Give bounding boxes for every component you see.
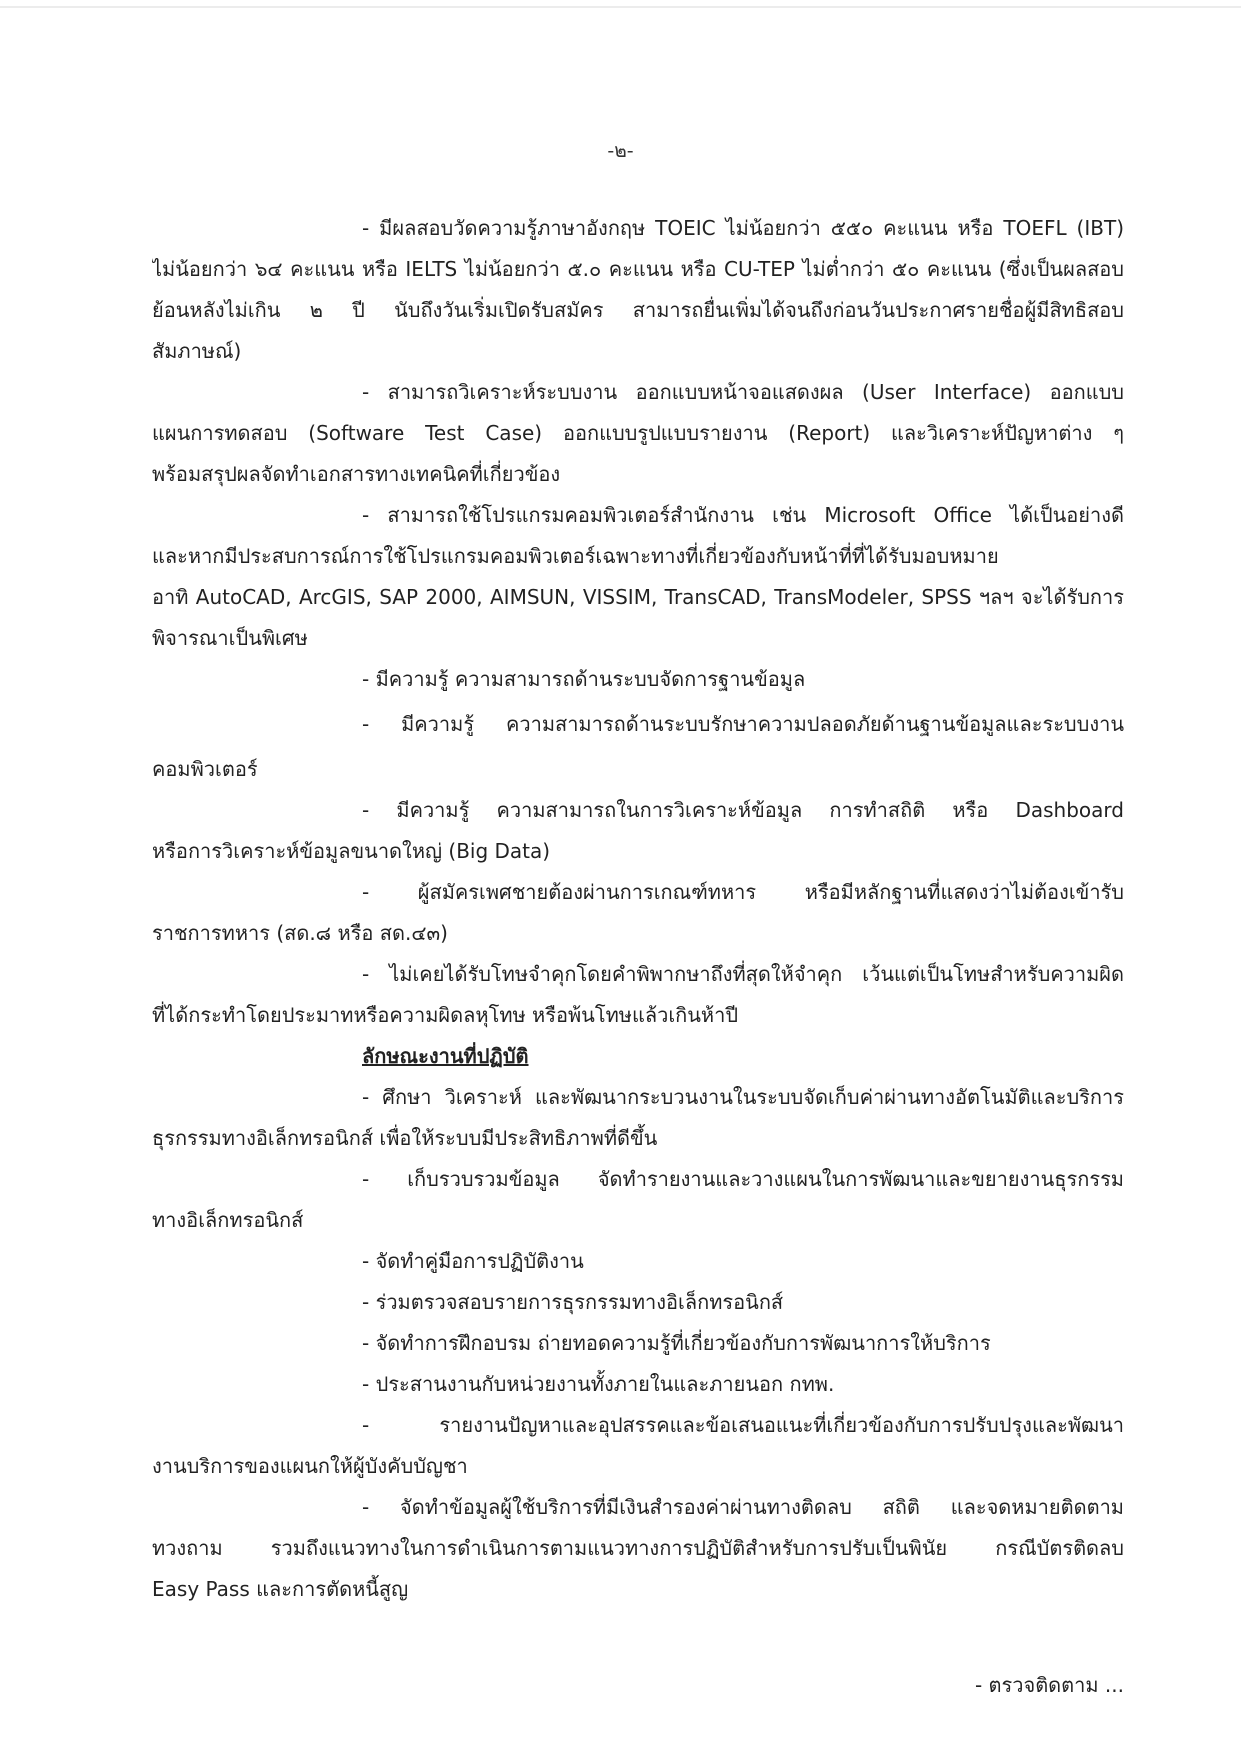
text-line: Easy Pass และการตัดหนี้สูญ [152, 1577, 409, 1601]
text-line: - มีผลสอบวัดความรู้ภาษาอังกฤษ TOEIC ไม่น้อยกว่า ๕๕๐ คะแนน หรือ TOEFL (IBT) [362, 216, 1124, 240]
text-line: อาทิ AutoCAD, ArcGIS, SAP 2000, AIMSUN, VISSIM, TransCAD, TransModeler, SPSS ฯลฯ จะได้รับการ [152, 585, 1124, 609]
text-line: พิจารณาเป็นพิเศษ [152, 626, 308, 650]
text-line: - สามารถวิเคราะห์ระบบงาน ออกแบบหน้าจอแสดงผล (User Interface) ออกแบบ [362, 380, 1124, 404]
scan-edge-divider [0, 6, 1241, 8]
text-line: - จัดทำข้อมูลผู้ใช้บริการที่มีเงินสำรองค่าผ่านทางติดลบ สถิติ และจดหมายติดตาม [362, 1495, 1124, 1519]
text-line: ราชการทหาร (สด.๘ หรือ สด.๔๓) [152, 921, 448, 945]
text-line: และหากมีประสบการณ์การใช้โปรแกรมคอมพิวเตอร์เฉพาะทางที่เกี่ยวข้องกับหน้าที่ที่ได้รับมอบหมาย [152, 544, 999, 568]
text-line: - ไม่เคยได้รับโทษจำคุกโดยคำพิพากษาถึงที่สุดให้จำคุก เว้นแต่เป็นโทษสำหรับความผิด [362, 962, 1124, 986]
text-line: หรือการวิเคราะห์ข้อมูลขนาดใหญ่ (Big Data) [152, 839, 551, 863]
text-line: ที่ได้กระทำโดยประมาทหรือความผิดลหุโทษ หรือพ้นโทษแล้วเกินห้าปี [152, 1003, 739, 1027]
text-line: - สามารถใช้โปรแกรมคอมพิวเตอร์สำนักงาน เช่น Microsoft Office ได้เป็นอย่างดี [362, 503, 1124, 527]
section-heading [152, 1036, 1124, 1077]
text-line: - ผู้สมัครเพศชายต้องผ่านการเกณฑ์ทหาร หรือมีหลักฐานที่แสดงว่าไม่ต้องเข้ารับ [362, 880, 1124, 904]
text-line: - มีความรู้ ความสามารถด้านระบบรักษาความปลอดภัยด้านฐานข้อมูลและระบบงาน [362, 712, 1124, 736]
text-line: - ศึกษา วิเคราะห์ และพัฒนากระบวนงานในระบบจัดเก็บค่าผ่านทางอัตโนมัติและบริการ [362, 1085, 1124, 1109]
text-line: - จัดทำการฝึกอบรม ถ่ายทอดความรู้ที่เกี่ยวข้องกับการพัฒนาการให้บริการ [362, 1331, 991, 1355]
text-line: ทวงถาม รวมถึงแนวทางในการดำเนินการตามแนวทางการปฏิบัติสำหรับการปรับเป็นพินัย กรณีบัตรติดลบ [152, 1536, 1124, 1560]
text-line: - เก็บรวบรวมข้อมูล จัดทำรายงานและวางแผนในการพัฒนาและขยายงานธุรกรรม [362, 1167, 1124, 1191]
document-body [152, 208, 1124, 1610]
text-line: งานบริการของแผนกให้ผู้บังคับบัญชา [152, 1454, 468, 1478]
text-line: พร้อมสรุปผลจัดทำเอกสารทางเทคนิคที่เกี่ยวข้อง [152, 462, 561, 486]
continuation-footer: - ตรวจติดตาม ... [974, 1673, 1124, 1697]
text-line: - ร่วมตรวจสอบรายการธุรกรรมทางอิเล็กทรอนิกส์ [362, 1290, 784, 1314]
section-heading-text: ลักษณะงานที่ปฏิบัติ [362, 1044, 529, 1068]
text-line: สัมภาษณ์) [152, 339, 242, 363]
text-line: ไม่น้อยกว่า ๖๔ คะแนน หรือ IELTS ไม่น้อยกว่า ๕.๐ คะแนน หรือ CU-TEP ไม่ต่ำกว่า ๕๐ คะแนน (ซึ่งเป็นผลสอบ [152, 257, 1124, 281]
text-line: - ประสานงานกับหน่วยงานทั้งภายในและภายนอก กทพ. [362, 1372, 835, 1396]
text-line: ทางอิเล็กทรอนิกส์ [152, 1208, 304, 1232]
text-line: ธุรกรรมทางอิเล็กทรอนิกส์ เพื่อให้ระบบมีประสิทธิภาพที่ดีขึ้น [152, 1126, 658, 1150]
text-line: ย้อนหลังไม่เกิน ๒ ปี นับถึงวันเริ่มเปิดรับสมัคร สามารถยื่นเพิ่มได้จนถึงก่อนวันประกาศรายชื่อผู้มีสิทธิสอบ [152, 298, 1124, 322]
text-line: - มีความรู้ ความสามารถในการวิเคราะห์ข้อมูล การทำสถิติ หรือ Dashboard [362, 798, 1124, 822]
text-line: - จัดทำคู่มือการปฏิบัติงาน [362, 1249, 584, 1273]
page-number: -๒- [607, 140, 634, 162]
text-line: แผนการทดสอบ (Software Test Case) ออกแบบรูปแบบรายงาน (Report) และวิเคราะห์ปัญหาต่าง ๆ [152, 421, 1124, 445]
text-line: - รายงานปัญหาและอุปสรรคและข้อเสนอแนะที่เกี่ยวข้องกับการปรับปรุงและพัฒนา [362, 1413, 1124, 1437]
text-line: - มีความรู้ ความสามารถด้านระบบจัดการฐานข้อมูล [362, 667, 806, 691]
text-line: คอมพิวเตอร์ [152, 757, 258, 781]
